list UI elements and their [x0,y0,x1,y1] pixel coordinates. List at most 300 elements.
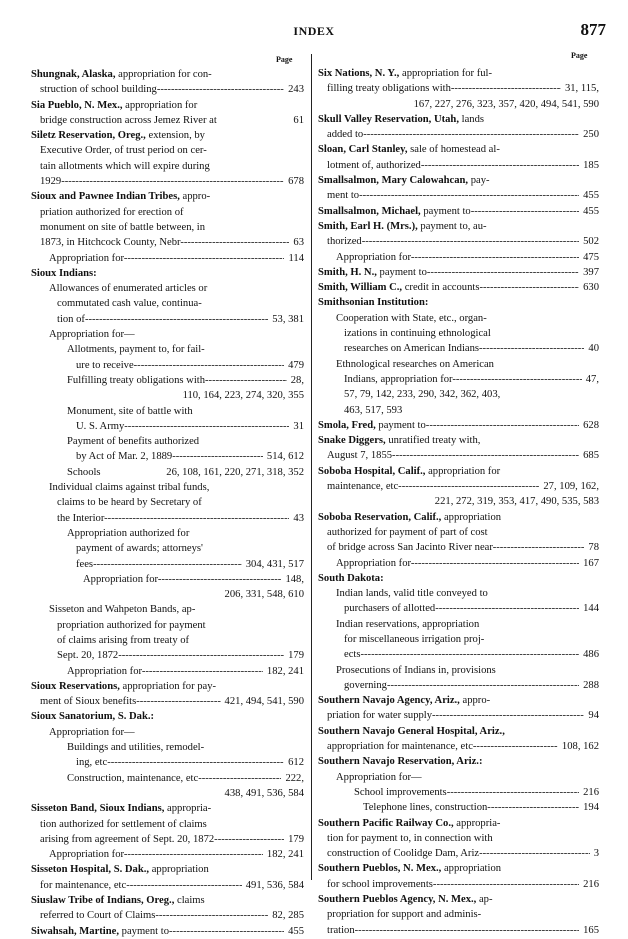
entry-text [67,740,204,755]
entry-description: Appropriation for [336,557,411,569]
entry-description: Telephone lines, construction [363,802,488,814]
entry-heading: Siletz Reservation, Oreg., [31,130,146,142]
entry-description: fees [76,558,94,570]
index-line [31,557,304,572]
page-references: 47, [585,373,599,385]
index-line [318,800,599,815]
index-line [31,174,304,189]
index-line [31,449,304,464]
page-references: 182, 241 [266,849,304,861]
entry-description: Sept. 20, 1872 [57,650,119,662]
entry-text [318,142,500,157]
entry-description: of claims arising from treaty of [57,634,190,646]
index-line [318,571,599,586]
page-references: 179 [288,833,304,845]
index-line [31,526,304,541]
index-line [318,861,599,876]
entry-text [327,158,579,173]
index-line [318,877,599,892]
index-line [318,708,599,723]
entry-text [336,250,579,265]
entry-text [344,387,500,402]
entry-description: Prosecutions of Indians in, provisions [336,664,496,676]
entry-description: Appropriation authorized for [67,527,190,539]
entry-text [344,678,579,693]
index-line [31,618,304,633]
entry-text [31,266,97,281]
index-line [31,572,304,587]
index-line [31,511,304,526]
entry-heading: Smithsonian Institution: [318,297,429,309]
entry-description: the Interior [57,512,105,524]
entry-text [40,159,210,174]
entry-text [318,265,579,280]
index-line [318,678,599,693]
entry-text [363,800,579,815]
entry-description: appropriation for [425,465,501,477]
entry-text [49,281,207,296]
entry-description: tain allotments which will expire during [40,160,210,172]
index-line [318,234,599,249]
entry-description: 463, 517, 593 [344,404,403,416]
entry-text [67,434,199,449]
entry-text [31,128,205,143]
page-references: 167 [583,557,599,569]
entry-description: added to [327,129,364,141]
page-references: 194 [583,802,599,814]
entry-text [336,617,479,632]
entry-text [57,312,268,327]
entry-heading: Sioux Sanatorium, S. Dak.: [31,711,155,723]
entry-description: appropriation [441,863,502,875]
page-references: 250 [583,129,599,141]
index-line [318,632,599,647]
index-line [318,250,599,265]
entry-description: payment to [119,925,170,937]
page-references: 475 [583,251,599,263]
entry-text [318,464,500,479]
entry-text [336,586,488,601]
entry-description: Construction, maintenance, etc [67,772,199,784]
entry-text [336,770,422,785]
entry-description: priation for water supply [327,710,433,722]
index-line [31,679,304,694]
entry-heading: South Dakota: [318,572,384,584]
index-line [318,770,599,785]
entry-heading: Sioux Indians: [31,267,97,279]
index-line [31,404,304,419]
entry-description: Allotments, payment to, for fail- [67,344,205,356]
entry-text [344,632,484,647]
entry-description: struction of school building [40,84,157,96]
left-page-column-header: Page [276,55,293,64]
index-line [31,740,304,755]
index-line [318,158,599,173]
index-line [318,418,599,433]
index-line [318,586,599,601]
entry-description: payment to [420,205,471,217]
page-references: 78 [588,542,599,554]
index-line [31,832,304,847]
index-line [318,556,599,571]
index-line [31,602,304,617]
index-line [31,82,304,97]
entry-text [318,433,480,448]
entry-text [67,526,189,541]
entry-heading: Soboba Reservation, Calif., [318,511,442,523]
entry-description: propriation authorized for payment [57,619,206,631]
entry-description: tion for payment to, in connection with [327,832,493,844]
entry-text [31,67,212,82]
entry-text [49,251,284,266]
index-line [31,725,304,740]
entry-text [318,280,579,295]
entry-description: Ethnological researches on American [336,358,494,370]
entry-text [67,373,287,388]
page-references: 685 [583,450,599,462]
index-line [318,540,599,555]
entry-description: School improvements [354,786,447,798]
entry-text [327,81,561,96]
entry-heading: Six Nations, N. Y., [318,68,400,79]
page-references: 455 [288,925,304,937]
entry-text [49,847,263,862]
entry-text [344,372,582,387]
entry-description: tion authorized for settlement of claims [40,818,207,830]
entry-description: 1929 [40,176,62,188]
entry-heading: Smith, William C., [318,282,403,294]
index-line [31,755,304,770]
index-line [31,908,304,923]
entry-text [318,204,579,219]
right-index-column [318,66,599,938]
page-references: 63 [293,237,304,249]
index-line [31,694,304,709]
page-references: 421, 494, 541, 590 [224,696,304,708]
entry-heading: Smola, Fred, [318,419,376,431]
index-line [318,479,599,494]
entry-text [327,923,579,938]
index-line [318,464,599,479]
entry-description: purchasers of allotted [344,603,436,615]
page-references: 53, 381 [272,313,304,325]
entry-description: ment of Sioux benefits [40,696,137,708]
index-line [318,785,599,800]
entry-text [57,633,189,648]
index-line [31,159,304,174]
entry-text [344,601,579,616]
entry-description: Cooperation with State, etc., organ- [336,312,487,324]
index-line [31,801,304,816]
entry-text [67,771,281,786]
page-references: 94 [588,710,599,722]
entry-text [318,816,500,831]
index-line [31,924,304,939]
entry-text [318,754,482,769]
column-divider [311,54,312,880]
entry-text [318,510,501,525]
entry-text [327,525,488,540]
entry-description: commutated cash value, continua- [57,298,202,310]
index-line [31,128,304,143]
entry-text [327,234,579,249]
index-line [318,265,599,280]
entry-heading: Sisseton Hospital, S. Dak., [31,864,150,876]
index-line [31,434,304,449]
page-references: 304, 431, 517 [245,558,304,570]
page-references: 27, 109, 162, [543,481,599,493]
entry-description: appropriation for ful- [399,68,493,79]
index-line [318,494,599,509]
index-line [31,862,304,877]
entry-text [318,724,505,739]
page-references: 243 [288,84,304,96]
entry-description: Allowances of enumerated articles or [49,283,208,295]
entry-text [344,647,579,662]
index-line [31,419,304,434]
entry-text [327,877,579,892]
entry-description: ects [344,649,361,661]
page-references: 61 [293,114,304,126]
page-references: 82, 285 [272,910,304,922]
entry-heading: Smith, Earl H. (Mrs.), [318,220,418,232]
index-line [31,817,304,832]
entry-text [318,571,384,586]
page-references: 502 [583,236,599,248]
index-line [31,296,304,311]
index-line [318,907,599,922]
index-line [318,433,599,448]
entry-description: appropriation [149,864,209,876]
entry-text [76,541,203,556]
index-line [31,281,304,296]
entry-description: payment to [376,266,427,278]
entry-description: of bridge across San Jacinto River near [327,542,493,554]
entry-description: lotment of, authorized [327,159,421,171]
index-line [318,127,599,142]
entry-text [31,98,197,113]
entry-description: appro- [459,695,491,707]
entry-text [49,725,135,740]
entry-description: ment to [327,190,360,202]
index-line [31,342,304,357]
page-references: 514, 612 [266,451,304,463]
entry-text [354,785,579,800]
entry-text [40,832,284,847]
index-line [318,387,599,402]
entry-text [327,739,558,754]
entry-description: Payment of benefits authorized [67,436,200,448]
entry-description: 1873, in Hitchcock County, Nebr [40,237,181,249]
entry-description: authorized for payment of part of cost [327,526,488,538]
index-line [318,403,599,418]
page-references: 222, [285,772,304,784]
index-line [318,326,599,341]
left-index-column [31,67,304,939]
entry-text [40,143,207,158]
index-line [318,739,599,754]
page-references: 43 [293,512,304,524]
index-line [318,97,599,112]
entry-description: propriation for support and adminis- [327,909,482,921]
index-line [318,693,599,708]
page-references: 438, 491, 536, 584 [224,787,304,799]
entry-text [327,127,579,142]
index-line [318,754,599,769]
index-line [318,724,599,739]
entry-text [40,113,217,128]
entry-description: Appropriation for [67,665,142,677]
entry-text [57,648,284,663]
entry-heading: Sisseton Band, Sioux Indians, [31,803,165,815]
index-line [31,495,304,510]
index-line [318,372,599,387]
entry-heading: Smith, H. N., [318,266,377,278]
entry-text [318,693,490,708]
entry-description: Monument, site of battle with [67,405,193,417]
entry-description: tion of [57,313,85,325]
index-line [318,846,599,861]
entry-text [57,618,206,633]
page-references: 455 [583,205,599,217]
page-references: 114 [288,252,304,264]
entry-text [83,572,281,587]
index-line [318,142,599,157]
index-line [318,295,599,310]
entry-description: claims to be heard by Secretary of [57,497,202,509]
entry-text [40,817,207,832]
index-line [318,341,599,356]
entry-text [336,357,494,372]
entry-text [67,404,193,419]
index-line [31,327,304,342]
entry-text [31,801,211,816]
index-line [31,358,304,373]
entry-text [67,342,205,357]
entry-description: thorized [327,236,362,248]
page-references: 28, [290,374,304,386]
index-line [31,388,304,403]
entry-description: Executive Order, of trust period on cer- [40,145,207,157]
index-line [31,312,304,327]
index-line [318,219,599,234]
entry-text [40,174,284,189]
entry-text [76,557,242,572]
entry-text [318,418,579,433]
entry-text [31,893,205,908]
page-references: 165 [583,924,599,936]
entry-description: pay- [468,175,490,187]
page-references: 216 [583,786,599,798]
entry-text [67,465,101,480]
entry-text [76,419,289,434]
entry-text [327,907,481,922]
entry-text [49,602,195,617]
right-page-column-header: Page [571,51,588,60]
entry-text [336,311,487,326]
index-line [31,847,304,862]
index-line [31,235,304,250]
entry-heading: Southern Navajo Agency, Ariz., [318,695,460,707]
entry-text [336,663,496,678]
entry-text [49,480,209,495]
page-number: 877 [580,20,606,39]
entry-description: Appropriation for [49,849,124,861]
entry-description: governing [344,679,387,691]
entry-heading: Southern Navajo General Hospital, Ariz., [318,725,505,737]
entry-text [318,295,428,310]
page-references: 455 [583,190,599,202]
entry-heading: Sioux and Pawnee Indian Tribes, [31,191,180,203]
index-line [31,709,304,724]
index-line [318,831,599,846]
entry-description: payment of awards; attorneys' [76,543,203,555]
page-references: 486 [583,649,599,661]
entry-text [318,173,490,188]
index-line [318,647,599,662]
page-references: 148, [285,573,304,585]
entry-heading: Southern Navajo Reservation, Ariz.: [318,756,483,768]
entry-description: appro- [179,191,211,203]
index-line [31,220,304,235]
entry-description: 57, 79, 142, 233, 290, 342, 362, 403, [344,389,501,401]
entry-description: credit in accounts [402,282,480,294]
index-line [31,771,304,786]
entry-description: researches on American Indians [344,343,480,355]
entry-description: izations in continuing ethnological [344,328,491,340]
index-line [31,648,304,663]
index-line [31,189,304,204]
index-line [31,541,304,556]
entry-text [318,861,501,876]
entry-heading: Sioux Reservations, [31,680,120,692]
index-line [318,510,599,525]
entry-description: sale of homestead al- [407,144,500,156]
entry-text [40,82,284,97]
entry-description: payment to, au- [417,220,487,232]
entry-text [40,878,242,893]
entry-text [344,326,491,341]
index-line [31,893,304,908]
entry-text [327,540,584,555]
entry-description: priation authorized for erection of [40,206,184,218]
page-references: 110, 164, 223, 274, 320, 355 [182,390,304,402]
index-line [31,878,304,893]
page-references: 630 [583,282,599,294]
page-references: 612 [288,757,304,769]
page-references: 40 [588,343,599,355]
entry-description: Buildings and utilities, remodel- [67,742,205,754]
page-references: 491, 536, 584 [245,879,304,891]
entry-text [31,709,154,724]
page-references: 31 [293,420,304,432]
entry-text [336,556,579,571]
index-line [318,81,599,96]
entry-heading: Southern Pueblos, N. Mex., [318,863,442,875]
page-references: 31, 115, [564,83,599,95]
index-line [318,525,599,540]
entry-text [67,664,263,679]
entry-text [327,479,539,494]
index-line [318,204,599,219]
page-references: 179 [288,650,304,662]
index-line [318,617,599,632]
entry-text [318,219,487,234]
entry-description: ing, etc [76,757,108,769]
entry-description: Sisseton and Wahpeton Bands, ap- [49,604,196,616]
entry-description: appropriation for maintenance, etc [327,741,473,753]
running-head-title: INDEX [293,24,335,38]
